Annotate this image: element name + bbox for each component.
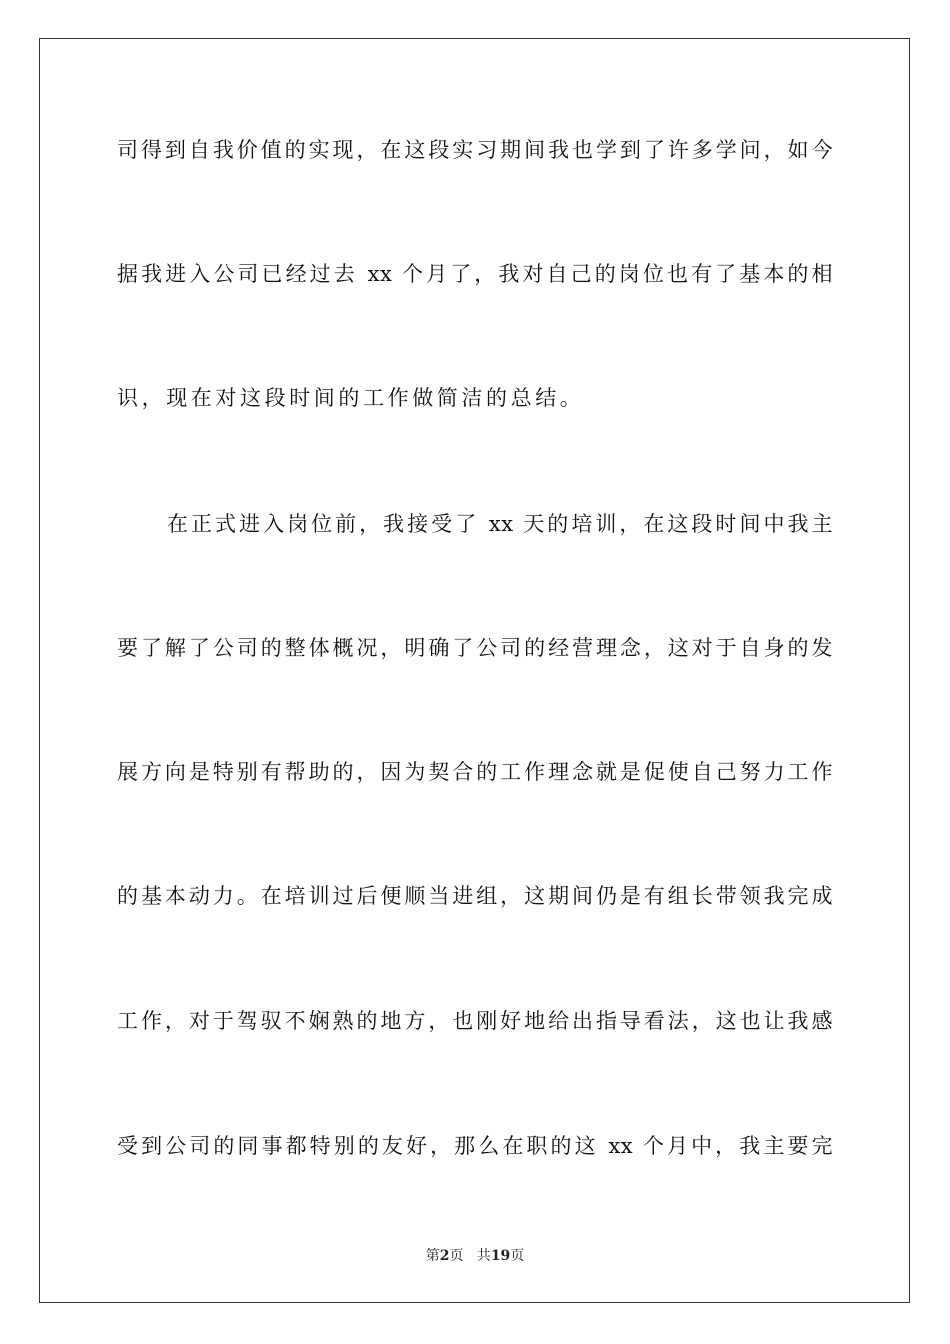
paragraph-line-6: 展方向是特别有帮助的，因为契合的工作理念就是促使自己努力工作 (117, 760, 833, 784)
paragraph-line-4: 在正式进入岗位前，我接受了 xx 天的培训，在这段时间中我主 (167, 512, 833, 536)
page-mid: 页 共 (449, 1248, 491, 1264)
paragraph-line-3: 识，现在对这段时间的工作做简洁的总结。 (117, 386, 585, 410)
paragraph-line-7: 的基本动力。在培训过后便顺当进组，这期间仍是有组长带领我完成 (117, 884, 833, 908)
paragraph-line-1: 司得到自我价值的实现，在这段实习期间我也学到了许多学问，如今 (117, 138, 833, 162)
page-current: 2 (439, 1248, 450, 1264)
page-total: 19 (490, 1248, 511, 1264)
page-suffix: 页 (510, 1248, 525, 1264)
paragraph-line-2: 据我进入公司已经过去 xx 个月了，我对自己的岗位也有了基本的相 (117, 262, 833, 286)
page-number-footer (0, 1246, 950, 1266)
page-border (39, 38, 910, 1303)
paragraph-line-5: 要了解了公司的整体概况，明确了公司的经营理念，这对于自身的发 (117, 636, 833, 660)
paragraph-line-8: 工作，对于驾驭不娴熟的地方，也刚好地给出指导看法，这也让我感 (117, 1009, 833, 1033)
page-prefix: 第 (425, 1248, 440, 1264)
paragraph-line-9: 受到公司的同事都特别的友好，那么在职的这 xx 个月中，我主要完 (117, 1134, 833, 1158)
